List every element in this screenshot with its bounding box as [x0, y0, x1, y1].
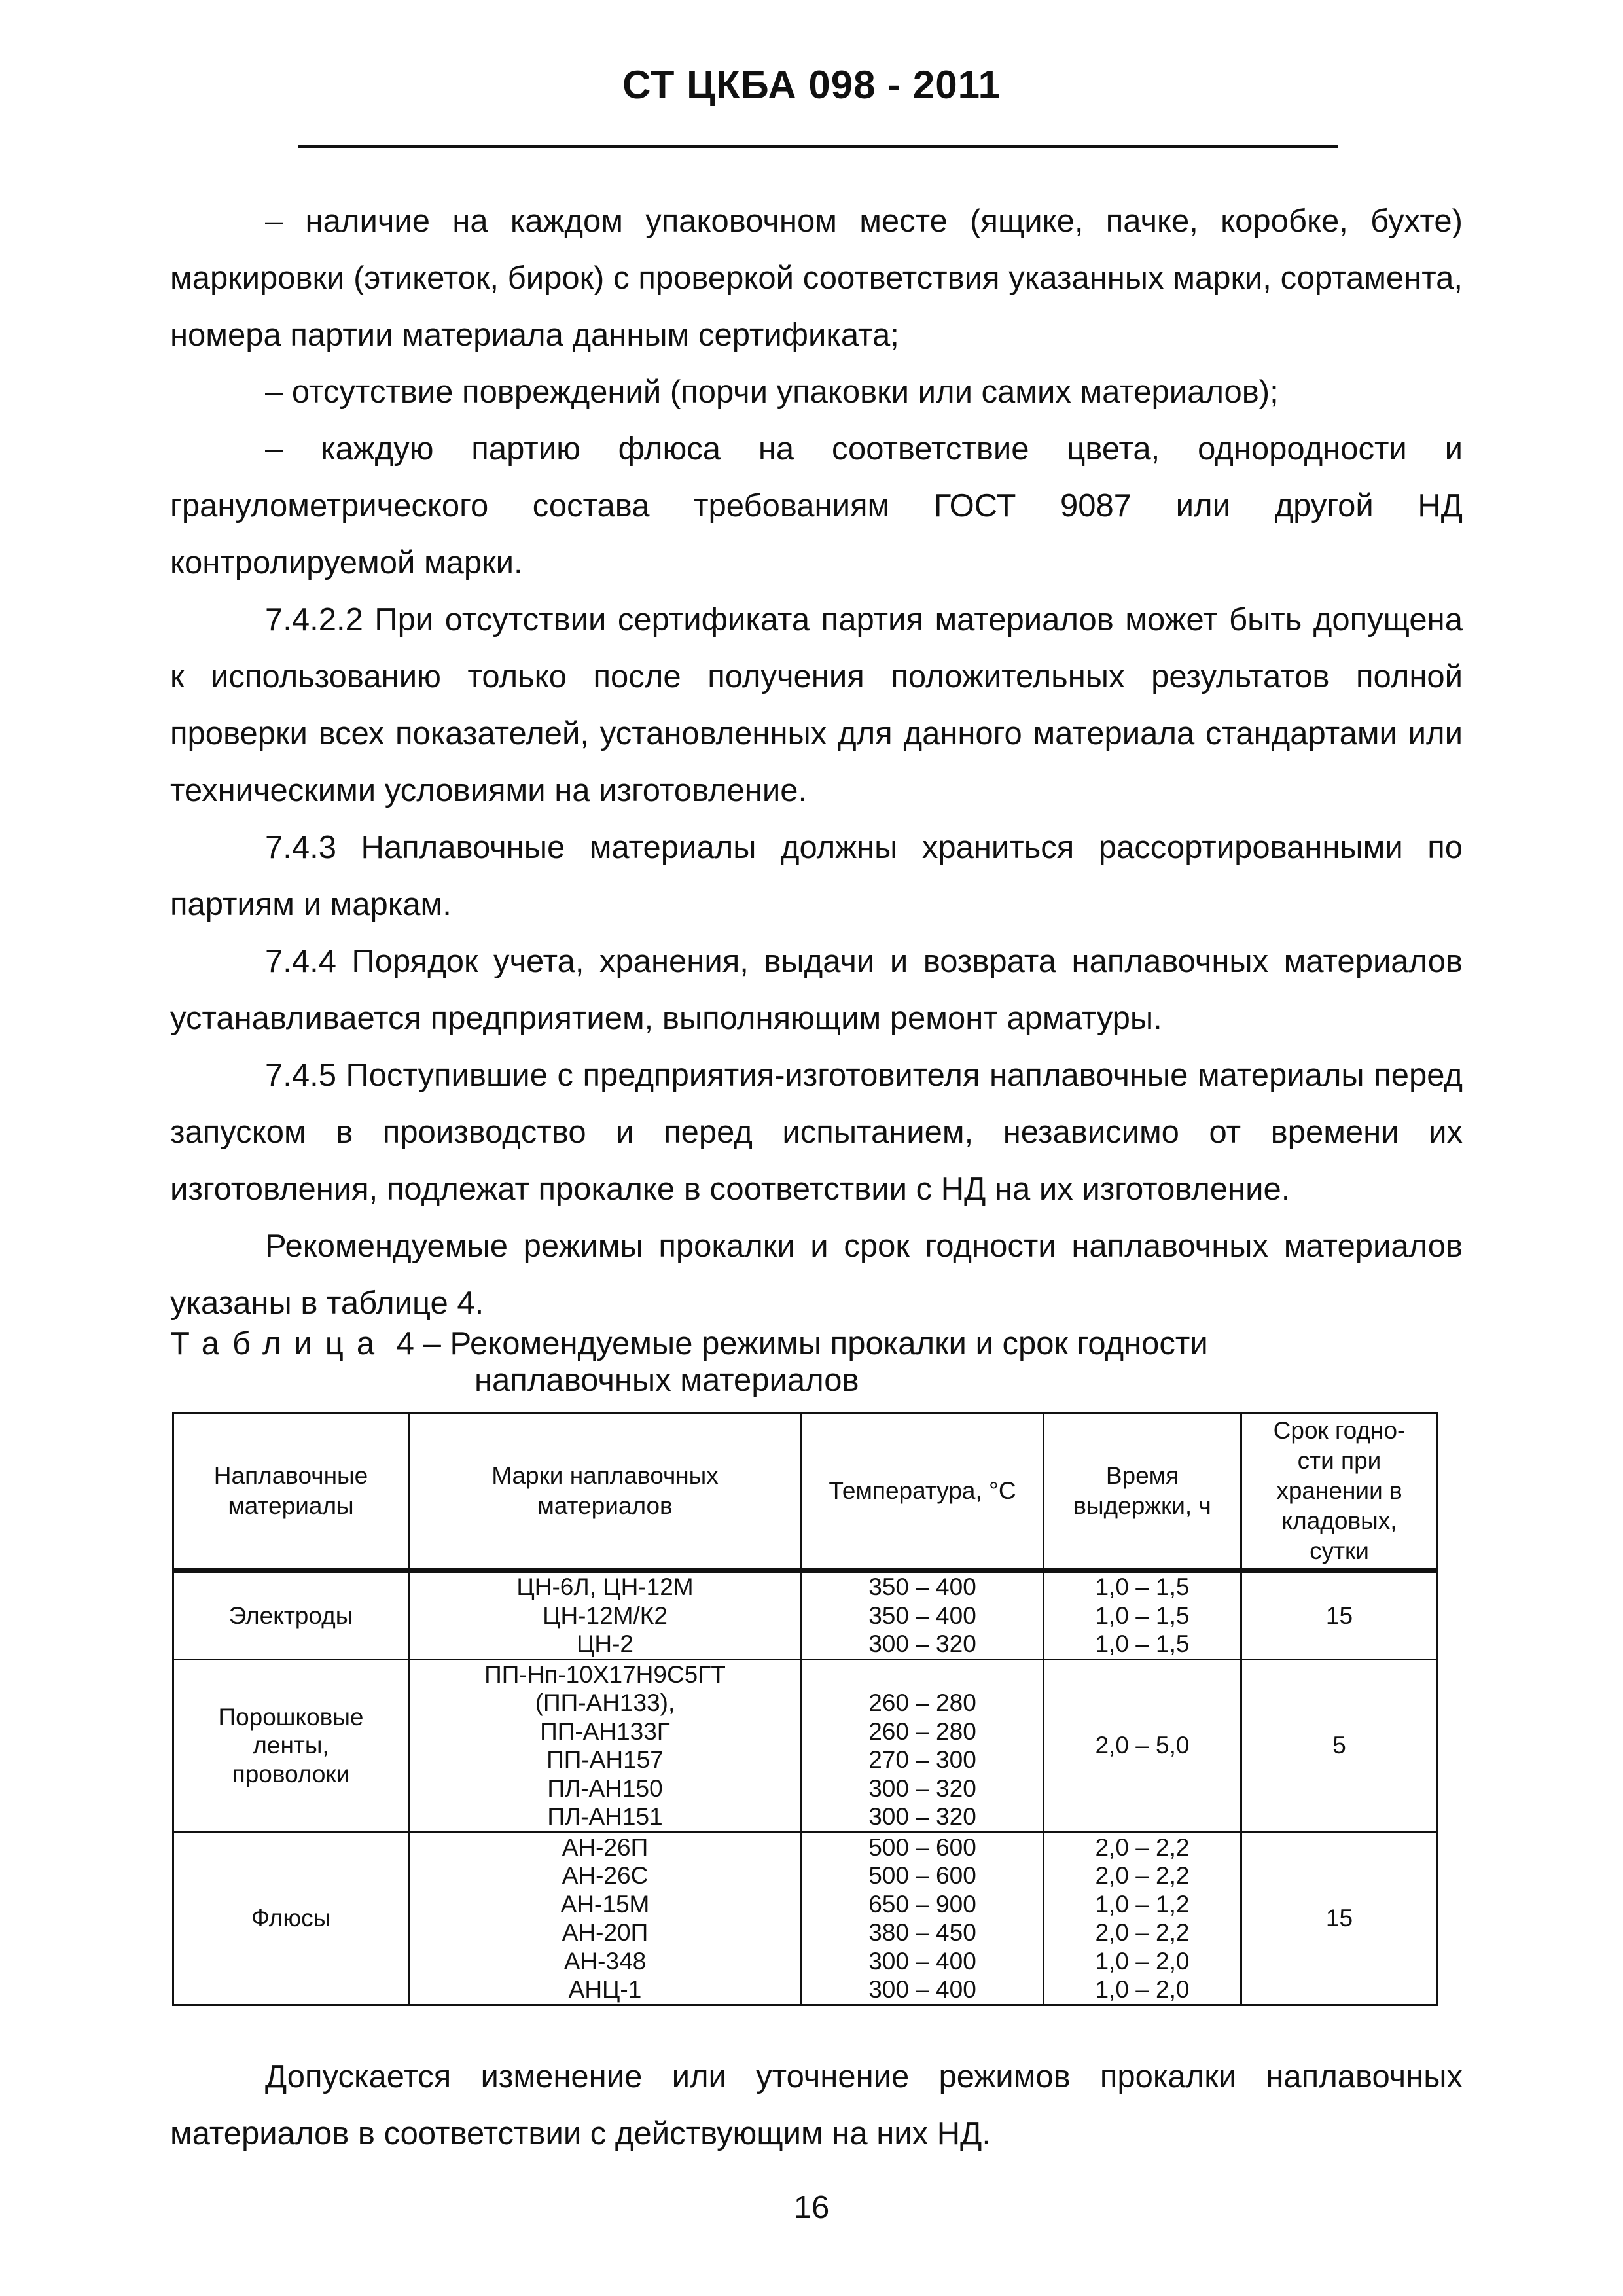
- cell-shelf-life: 5: [1241, 1659, 1438, 1832]
- cell-holding-time: 2,0 – 2,2 2,0 – 2,2 1,0 – 1,2 2,0 – 2,2 1,0 – 2,0 1,0 – 2,0: [1044, 1832, 1241, 2005]
- paragraph-recommended-modes: Рекомендуемые режимы прокалки и срок годности наплавочных материалов указаны в таблице 4.: [170, 1229, 1463, 1321]
- paragraph-modes-adjustment: Допускается изменение или уточнение режимов прокалки наплавочных материалов в соответствии с действующим на них НД.: [170, 2059, 1463, 2151]
- table-caption: [170, 1325, 1466, 1399]
- cell-brands: ЦН-6Л, ЦН-12М ЦН-12М/К2 ЦН-2: [409, 1570, 802, 1659]
- table-caption-title: 4 – Рекомендуемые режимы прокалки и срок годности: [396, 1326, 1208, 1361]
- header-materials: Наплавочные материалы: [173, 1414, 409, 1571]
- table-header-row: [173, 1414, 1438, 1571]
- header-brands: Марки наплавочных материалов: [409, 1414, 802, 1571]
- cell-shelf-life: 15: [1241, 1570, 1438, 1659]
- cell-shelf-life: 15: [1241, 1832, 1438, 2005]
- cell-temperature: 260 – 280 260 – 280 270 – 300 300 – 320 300 – 320: [802, 1659, 1044, 1832]
- cell-brands: АН-26П АН-26С АН-15М АН-20П АН-348 АНЦ-1: [409, 1832, 802, 2005]
- table-caption-word: Таблица: [170, 1326, 388, 1361]
- table-caption-line-1: [170, 1325, 1466, 1362]
- paragraph-flux-check: – каждую партию флюса на соответствие цвета, однородности и гранулометрического состава требованиям ГОСТ 9087 или другой НД контролируемой марки.: [170, 431, 1463, 581]
- table-row-electrodes: [173, 1570, 1438, 1659]
- cell-temperature: 500 – 600 500 – 600 650 – 900 380 – 450 300 – 400 300 – 400: [802, 1832, 1044, 2005]
- table-row-powder-strips: [173, 1659, 1438, 1832]
- cell-material: Электроды: [173, 1570, 409, 1659]
- calcination-modes-table: [172, 1412, 1438, 2006]
- header-temperature: Температура, °С: [802, 1414, 1044, 1571]
- cell-holding-time: 2,0 – 5,0: [1044, 1659, 1241, 1832]
- paragraph-7-4-5: 7.4.5 Поступившие с предприятия-изготовителя наплавочные материалы перед запуском в производство и перед испытанием, независимо от времени их изготовления, подлежат прокалке в соответствии с НД на их изготовление.: [170, 1058, 1463, 1207]
- table-row-fluxes: [173, 1832, 1438, 2005]
- body-text: [170, 193, 1463, 1332]
- paragraph-7-4-4: 7.4.4 Порядок учета, хранения, выдачи и возврата наплавочных материалов устанавливается предприятием, выполняющим ремонт арматуры.: [170, 944, 1463, 1036]
- page-number: 16: [793, 2190, 830, 2225]
- cell-temperature: 350 – 400 350 – 400 300 – 320: [802, 1570, 1044, 1659]
- closing-text: [170, 2049, 1463, 2162]
- cell-material: Порошковые ленты, проволоки: [173, 1659, 409, 1832]
- paragraph-no-damage: – отсутствие повреждений (порчи упаковки или самих материалов);: [265, 374, 1279, 410]
- header-holding-time: Время выдержки, ч: [1044, 1414, 1241, 1571]
- paragraph-7-4-3: 7.4.3 Наплавочные материалы должны храниться рассортированными по партиям и маркам.: [170, 830, 1463, 922]
- paragraph-marking-check: – наличие на каждом упаковочном месте (ящике, пачке, коробке, бухте) маркировки (этикеток, бирок) с проверкой соответствия указанных марки, сортамента, номера партии материала данным сертификата;: [170, 204, 1463, 353]
- header-divider: [298, 145, 1338, 148]
- paragraph-7-4-2-2: 7.4.2.2 При отсутствии сертификата партия материалов может быть допущена к использованию только после получения положительных результатов полной проверки всех показателей, установленных для данного материала стандартами или техническими условиями на изготовление.: [170, 602, 1463, 808]
- header-shelf-life: Срок годно- сти при хранении в кладовых, сутки: [1241, 1414, 1438, 1571]
- cell-brands: ПП-Нп-10Х17Н9С5ГТ (ПП-АН133), ПП-АН133Г ПП-АН157 ПЛ-АН150 ПЛ-АН151: [409, 1659, 802, 1832]
- cell-holding-time: 1,0 – 1,5 1,0 – 1,5 1,0 – 1,5: [1044, 1570, 1241, 1659]
- cell-material: Флюсы: [173, 1832, 409, 2005]
- table-caption-line-2: наплавочных материалов: [474, 1363, 859, 1398]
- document-code-header: СТ ЦКБА 098 - 2011: [622, 63, 1001, 107]
